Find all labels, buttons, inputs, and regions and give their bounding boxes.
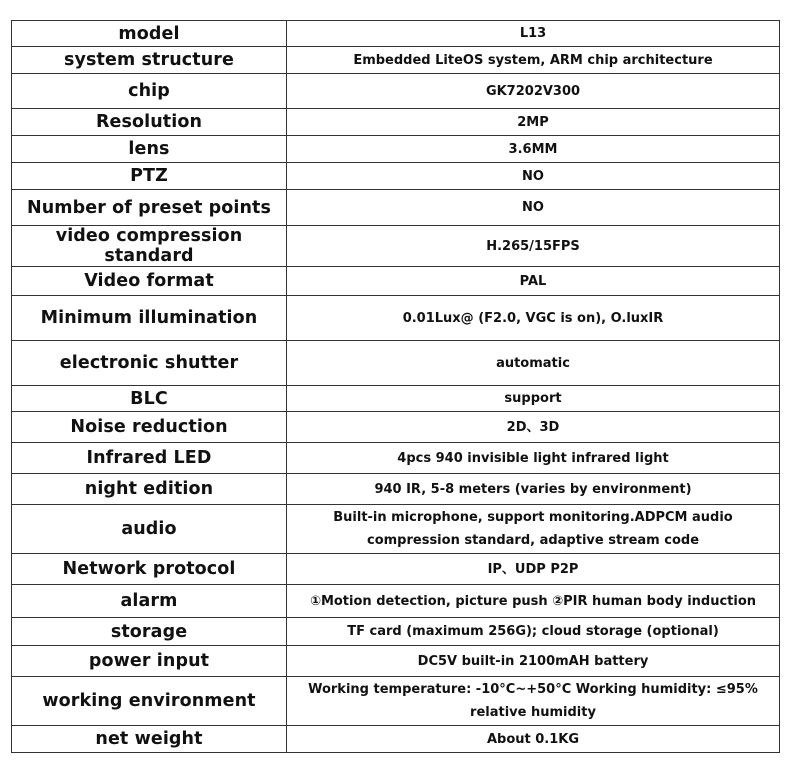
spec-table [11,20,780,753]
spec-row-noise-reduction [12,412,780,443]
spec-row-power-input [12,646,780,677]
spec-row-model [12,21,780,47]
spec-value: support [287,386,780,412]
spec-row-chip [12,74,780,109]
spec-value: About 0.1KG [287,726,780,753]
spec-row-alarm [12,585,780,618]
spec-label: storage [12,618,287,646]
spec-value: NO [287,190,780,226]
spec-value: H.265/15FPS [287,226,780,267]
spec-value: Working temperature: -10°C~+50°C Working humidity: ≤95% relative humidity [287,677,780,726]
spec-label: audio [12,505,287,554]
spec-value: IP、UDP P2P [287,554,780,585]
spec-value: Embedded LiteOS system, ARM chip architecture [287,47,780,74]
spec-label: video compression standard [12,226,287,267]
spec-row-min-illumination [12,296,780,341]
spec-label: model [12,21,287,47]
spec-value: 3.6MM [287,136,780,163]
spec-label: Number of preset points [12,190,287,226]
spec-value: 0.01Lux@ (F2.0, VGC is on), O.luxIR [287,296,780,341]
spec-label: electronic shutter [12,341,287,386]
spec-row-storage [12,618,780,646]
spec-label: PTZ [12,163,287,190]
spec-row-blc [12,386,780,412]
spec-value: ①Motion detection, picture push ②PIR human body induction [287,585,780,618]
spec-label: night edition [12,474,287,505]
spec-row-electronic-shutter [12,341,780,386]
spec-label: system structure [12,47,287,74]
spec-row-night-edition [12,474,780,505]
spec-value: 2MP [287,109,780,136]
spec-label: power input [12,646,287,677]
spec-row-ptz [12,163,780,190]
spec-value: 940 IR, 5-8 meters (varies by environment) [287,474,780,505]
spec-row-preset-points [12,190,780,226]
spec-value: Built-in microphone, support monitoring.ADPCM audio compression standard, adaptive stream code [287,505,780,554]
spec-label: net weight [12,726,287,753]
spec-label: BLC [12,386,287,412]
spec-value: L13 [287,21,780,47]
spec-value: automatic [287,341,780,386]
spec-row-audio [12,505,780,554]
spec-label: working environment [12,677,287,726]
spec-label: Noise reduction [12,412,287,443]
spec-label: chip [12,74,287,109]
spec-row-network-protocol [12,554,780,585]
spec-row-video-compression [12,226,780,267]
spec-row-net-weight [12,726,780,753]
spec-value: PAL [287,267,780,296]
spec-label: Resolution [12,109,287,136]
spec-row-video-format [12,267,780,296]
spec-value: 2D、3D [287,412,780,443]
spec-label: Video format [12,267,287,296]
spec-row-infrared-led [12,443,780,474]
spec-label: alarm [12,585,287,618]
spec-value: NO [287,163,780,190]
spec-row-lens [12,136,780,163]
spec-label: Network protocol [12,554,287,585]
spec-row-working-environment [12,677,780,726]
spec-label: Infrared LED [12,443,287,474]
spec-value: 4pcs 940 invisible light infrared light [287,443,780,474]
spec-row-system-structure [12,47,780,74]
spec-value: DC5V built-in 2100mAH battery [287,646,780,677]
spec-value: TF card (maximum 256G); cloud storage (optional) [287,618,780,646]
spec-label: Minimum illumination [12,296,287,341]
spec-label: lens [12,136,287,163]
spec-row-resolution [12,109,780,136]
spec-value: GK7202V300 [287,74,780,109]
